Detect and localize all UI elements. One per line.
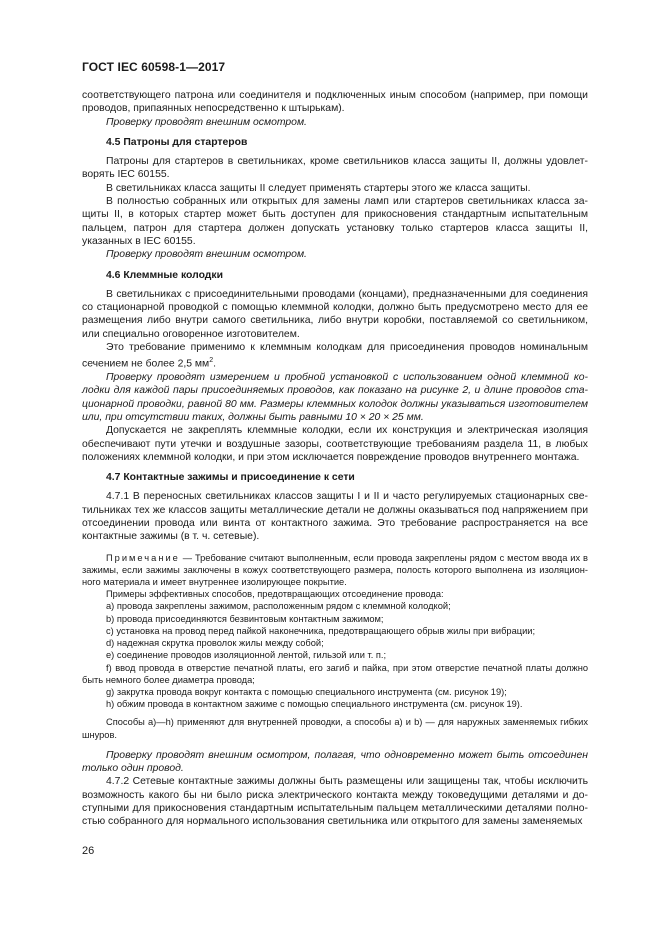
note-block bbox=[82, 552, 588, 741]
paragraph: соответствующего патрона или соединителя и подключенных иным способом (например, при помощи проводов, припаянных непосредственно к штырькам). bbox=[82, 90, 588, 115]
clause-4-7-2: 4.7.2 Сетевые контактные зажимы должны быть размещены или защищены так, чтобы исключить возможность какого бы ни было риска электрического контакта между токоведущими деталями и доступными для прикосновения стандартным испытательным пальцем металлическими деталями полностью собранного для нормального использования светильника или открытого для замены заменяемых bbox=[82, 776, 588, 828]
note-methods: Способы a)—h) применяют для внутренней проводки, а способы a) и b) — для наружных заменяемых гибких шнуров. bbox=[82, 717, 588, 740]
note-label: Примечание bbox=[106, 552, 180, 563]
paragraph: В полностью собранных или открытых для замены ламп или стартеров светильниках класса защиты II, в которых стартер может быть доступен для прикосновения стандартным испытательным пальцем, патрон для стартера должен допускать установку только стартеров класса защиты II, указанных в IEC 60155. bbox=[82, 196, 588, 247]
note-item: f) ввод провода в отверстие печатной платы, его загиб и пайка, при этом отверстие печатной платы должно быть немного более диаметра провода; bbox=[82, 662, 588, 685]
paragraph-end: . bbox=[213, 358, 217, 370]
note-examples: Примеры эффективных способов, предотвращающих отсоединение провода: bbox=[106, 589, 444, 600]
paragraph: Патроны для стартеров в светильниках, кроме светильников класса защиты II, должны удовлетворять IEC 60155. bbox=[82, 156, 588, 181]
note-item: a) провода закреплены зажимом, расположенным рядом с клеммной колодкой; bbox=[106, 601, 451, 612]
note-item: g) закрутка провода вокруг контакта с помощью специального инструмента (см. рисунок 19); bbox=[106, 686, 507, 697]
paragraph: В светильниках класса защиты II следует применять стартеры этого же класса защиты. bbox=[106, 182, 531, 194]
note-item: e) соединение проводов изоляционной лентой, гильзой или т. п.; bbox=[106, 650, 387, 661]
check-statement: Проверку проводят внешним осмотром. bbox=[106, 249, 307, 261]
note-text: — Требование считают выполненным, если провода закреплены рядом с местом ввода их в зажимы, если зажимы заключены в кожух соответствующего размера, полость которого выполнена из изоляционного материала и имеет внутреннее изолирующее покрытие. bbox=[82, 552, 588, 588]
paragraph: В светильниках с присоединительными проводами (концами), предназначенными для соединения со стационарной проводкой с помощью клеммной колодки, должно быть предусмотрено место для ее размещения либо внутри самого светильника, либо внутри коробки, поставляемой со светильником, или специально оговоренное изготовителем. bbox=[82, 288, 588, 340]
check-statement: Проверку проводят измерением и пробной установкой с использованием одной клеммной колодки для каждой пары присоединяемых проводов, как показано на рисунке 2, и длине проводов стационарной проводки, равной 80 мм. Размеры клеммных колодок должны указываться изготовителем или, при отсутствии таких, должны быть равными 10 × 20 × 25 мм. bbox=[82, 372, 588, 423]
paragraph bbox=[82, 341, 588, 371]
document-header: ГОСТ IEC 60598-1—2017 bbox=[82, 60, 226, 74]
section-heading-4-5: 4.5 Патроны для стартеров bbox=[106, 136, 248, 148]
note-paragraph bbox=[82, 552, 588, 589]
note-item: b) провода присоединяются безвинтовым контактным зажимом; bbox=[106, 613, 384, 624]
check-statement: Проверку проводят внешним осмотром, полагая, что одновременно может быть отсоединен только один провод. bbox=[82, 749, 588, 775]
paragraph-text: Это требование применимо к клеммным колодкам для присоединения проводов номинальным сечением не более 2,5 мм bbox=[82, 342, 588, 370]
clause-4-7-1: 4.7.1 В переносных светильниках классов защиты I и II и часто регулируемых стационарных светильниках тех же классов защиты металлические детали не должны оказываться под напряжением при отсоединении провода или винта от контактного зажима. Это требование распространяется на все контактные зажимы (в т. ч. сетевые). bbox=[82, 491, 588, 543]
note-item: c) установка на провод перед пайкой наконечника, предотвращающего обрыв жилы при вибрации; bbox=[106, 625, 536, 636]
superscript: 2 bbox=[209, 357, 214, 365]
note-item: d) надежная скрутка проволок жилы между собой; bbox=[106, 638, 324, 649]
section-heading-4-6: 4.6 Клеммные колодки bbox=[106, 269, 223, 281]
document-body bbox=[82, 89, 588, 829]
note-item: h) обжим провода в контактном зажиме с помощью специального инструмента (см. рисунок 19). bbox=[106, 699, 523, 710]
page-number: 26 bbox=[82, 845, 95, 857]
check-statement: Проверку проводят внешним осмотром. bbox=[106, 116, 307, 128]
paragraph: Допускается не закреплять клеммные колодки, если их конструкция и электрическая изоляция обеспечивают пути утечки и воздушные зазоры, соответствующие требованиям раздела 11, в любых положениях клеммной колодки, и при этом исключается повреждение проводов внутреннего монтажа. bbox=[82, 425, 588, 463]
section-heading-4-7: 4.7 Контактные зажимы и присоединение к сети bbox=[106, 472, 355, 484]
